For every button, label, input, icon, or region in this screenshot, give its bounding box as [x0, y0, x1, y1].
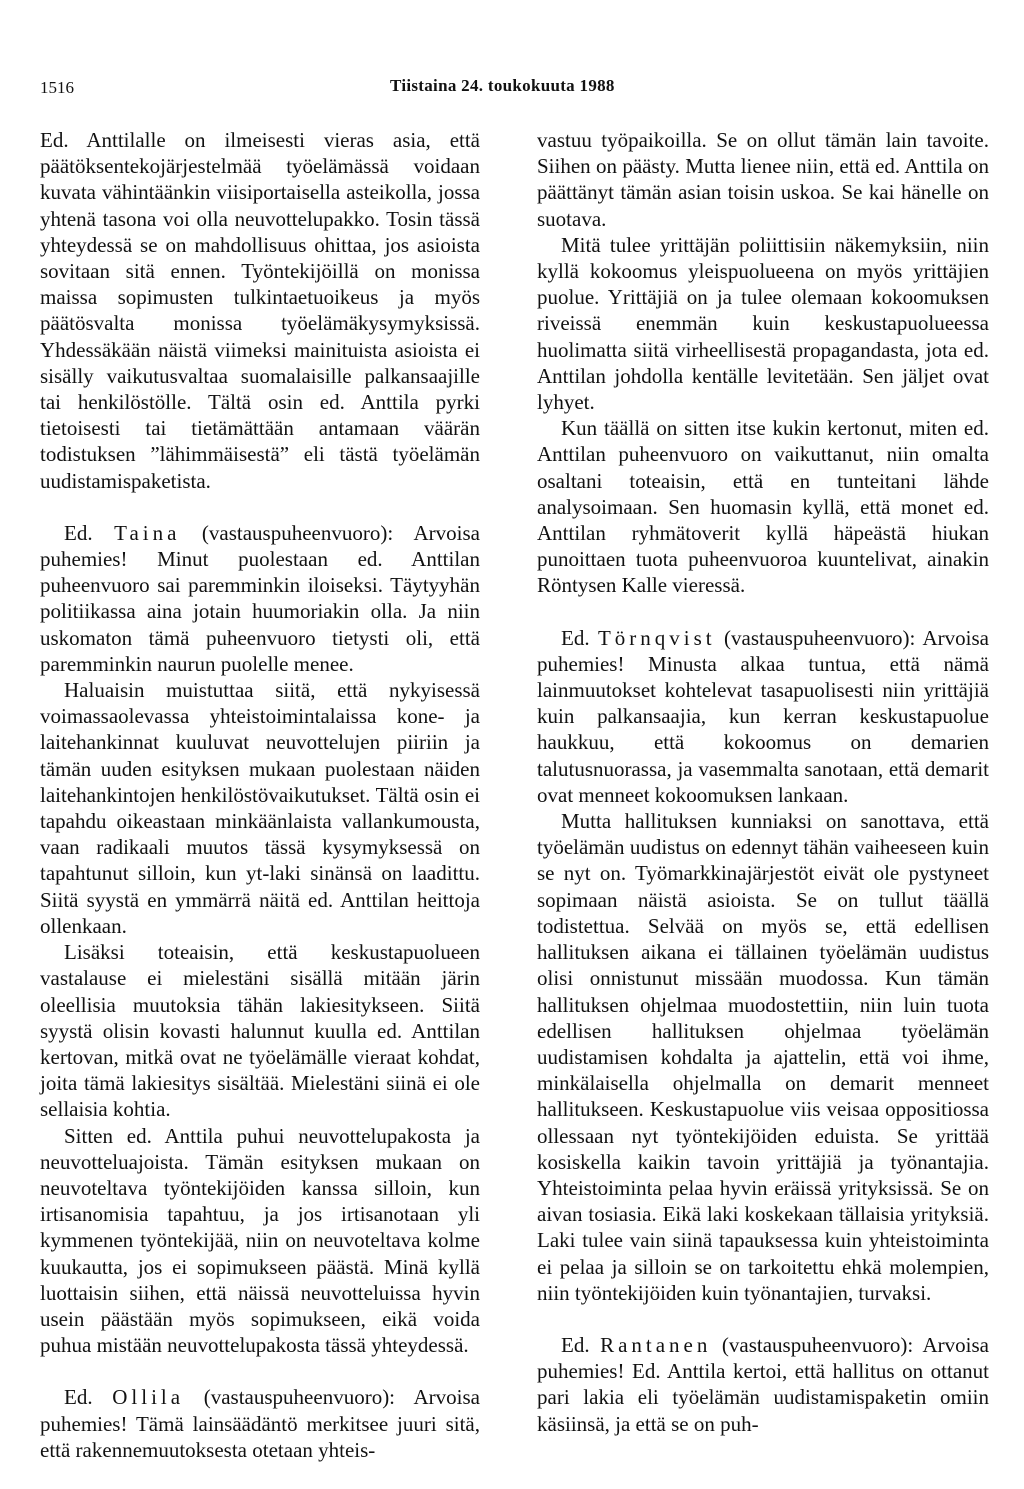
paragraph: Lisäksi toteaisin, että keskustapuolueen vastalause ei mielestäni sisällä mitään järin oleellisia muutoksia tähän lakiesitykseen. Siitä syystä olisin kovasti halunnut kuulla ed. Anttilan kertovan, mitkä ovat ne työelämälle vieraat kohdat, joita tämä lakiesitys sisältää. Mielestäni siinä ei ole sellaisia kohtia.	[40, 940, 480, 1122]
speaker-name-rantanen: Rantanen	[600, 1332, 712, 1357]
paragraph: Mutta hallituksen kunniaksi on sanottava, että työelämän uudistus on edennyt tähän vaiheeseen kuin se nyt on. Työmarkkinajärjestöt eivät ole pystyneet sopimaan näistä asioista. Se on tullut täällä todistettua. Selvää on myös se, että edellisen hallituksen aikana ei tällainen työelämän uudistus olisi onnistunut missään muodossa. Kun tämän hallituksen ohjelmaa muodostettiin, niin luin tuota edellisen hallituksen ohjelmaa työelämän uudistamisen kohdalta ja ajattelin, että voi ihme, minkälaisella ohjelmalla on demarit menneet hallitukseen. Keskustapuolue viis veisaa oppositiossa ollessaan nyt työntekijöiden eduista. Se yrittää kosiskella kaikin tavoin yrittäjiä ja työnantajia. Yhteistoiminta pelaa hyvin eräissä yrityksissä. Se on aivan tosiasia. Eikä laki koskekaan tällaisia yrityksiä. Laki tulee vain siinä tapauksessa kuin yhteistoiminta ei pelaa ja silloin se on tarkoitettu ehkä molempien, niin työntekijöiden kuin työnantajien, turvaksi.	[537, 809, 989, 1305]
speaker-text: (vastauspuheenvuoro): Arvoisa puhemies! Minut puolestaan ed. Anttilan puheenvuoro sai paremminkin iloiseksi. Täytyyhän politiikassa aina jotain huumoriakin olla. Ja niin uskomaton tämä puheenvuoro tietysti oli, että paremminkin naurun puolelle menee.	[40, 520, 481, 676]
page-header	[40, 76, 1000, 104]
paragraph: Mitä tulee yrittäjän poliittisiin näkemyksiin, niin kyllä kokoomus yleispuolueena on myös yrittäjien puolue. Yrittäjiä on ja tulee olemaan kokoomuksen riveissä enemmän kuin keskustapuolueessa huolimatta siitä virheellisestä propagandasta, jota ed. Anttilan johdolla kentälle levitetään. Sen jäljet ovat lyhyet.	[537, 232, 989, 415]
right-column	[537, 127, 989, 1437]
speaker-name-ollila: Ollila	[112, 1385, 185, 1410]
speaker-name-tornqvist: Törnqvist	[597, 625, 716, 650]
paragraph: Kun täällä on sitten itse kukin kertonut, miten ed. Anttilan puheenvuoro on vaikuttanut, niin omalta osaltani toteaisin, että en tunteitani lähde analysoimaan. Sen huomasin kyllä, että monet ed. Anttilan ryhmätoverit kyllä häpeästä hiukan punoittaen tuota puheenvuoroa kuuntelivat, ainakin Röntysen Kalle vieressä.	[537, 416, 989, 598]
speaker-text: (vastauspuheenvuoro): Arvoisa puhemies! Tämä lainsäädäntö merkitsee juuri sitä, että rakennemuutoksesta otetaan yhteis-	[40, 1385, 481, 1462]
speaker-paragraph-rantanen	[537, 1332, 989, 1437]
speaker-paragraph-ollila	[40, 1384, 480, 1463]
paragraph: Sitten ed. Anttila puhui neuvottelupakosta ja neuvotteluajoista. Tämän esityksen mukaan on neuvoteltava työntekijöiden kanssa silloin, kun irtisanomisia tapahtuu, ja jos irtisanotaan yli kymmenen työntekijää, niin on neuvoteltava kolme kuukautta, jos ei sopimukseen päästä. Minä kyllä luottaisin siihen, että näissä neuvotteluissa hyvin usein päästään myös sopimukseen, eikä voida puhua mistään neuvottelupakosta tässä yhteydessä.	[40, 1123, 480, 1358]
speaker-paragraph-tornqvist	[537, 625, 989, 808]
speaker-prefix: Ed.	[64, 520, 115, 545]
paragraph: Ed. Anttilalle on ilmeisesti vieras asia, että päätöksentekojärjestelmää työelämässä voidaan kuvata vähintäänkin viisiportaisella asteikolla, jossa yhtenä tasona voi olla neuvottelupakko. Tosin tässä yhteydessä se on mahdollisuus ohittaa, jos asioista sovitaan sitä ennen. Työntekijöillä on monissa maissa sopimusten tulkintaetuoikeus ja myös päätösvalta monissa työelämäkysymyksissä. Yhdessäkään näistä viimeksi mainituista asioista ei sisälly vaikutusvaltaa suomalaisille palkansaajille tai henkilöstölle. Tältä osin ed. Anttila pyrki tietoisesti tai tietämättään antamaan väärän todistuksen ”lähimmäisestä” eli tästä työelämän uudistamispaketista.	[40, 128, 480, 493]
speaker-prefix: Ed.	[64, 1385, 113, 1410]
speaker-prefix: Ed.	[561, 625, 598, 650]
speaker-name-taina: Taina	[114, 520, 181, 545]
speaker-prefix: Ed.	[561, 1332, 601, 1357]
speaker-paragraph-taina	[40, 520, 480, 677]
running-head: Tiistaina 24. toukokuuta 1988	[390, 76, 615, 95]
paragraph: vastuu työpaikoilla. Se on ollut tämän lain tavoite. Siihen on päästy. Mutta lienee niin, että ed. Anttila on päättänyt tämän asian toisin uskoa. Se kai hänelle on suotava.	[537, 128, 989, 231]
speaker-text: (vastauspuheenvuoro): Arvoisa puhemies! Minusta alkaa tuntua, että nämä lainmuutokset kohtelevat tasapuolisesti niin yrittäjiä kuin palkansaajia, kun kerran keskustapuolue haukkuu, että kokoomus on demarien talutusnuorassa, ja vasemmalta sanotaan, että demarit ovat menneet kokoomuksen lankaan.	[537, 625, 990, 807]
page-number: 1516	[40, 78, 74, 97]
left-column	[40, 127, 480, 1463]
paragraph: Haluaisin muistuttaa siitä, että nykyisessä voimassaolevassa yhteistoimintalaissa kone- ja laitehankinnat kuuluvat neuvottelujen piiriin ja tämän uuden esityksen mukaan puolestaan näiden laitehankintojen henkilöstövaikutukset. Tältä osin ei tapahdu oikeastaan minkäänlaista vallankumousta, vaan radikaali muutos tässä kysymyksessä on tapahtunut silloin, kun yt-laki sinänsä on laadittu. Siitä syystä en ymmärrä näitä ed. Anttilan heittoja ollenkaan.	[40, 678, 480, 938]
speaker-text: (vastauspuheenvuoro): Arvoisa puhemies! Ed. Anttila kertoi, että hallitus on ottanut pari lakia eli työelämän uudistamispaketin omiin käsiinsä, ja että se on puh-	[537, 1332, 989, 1436]
